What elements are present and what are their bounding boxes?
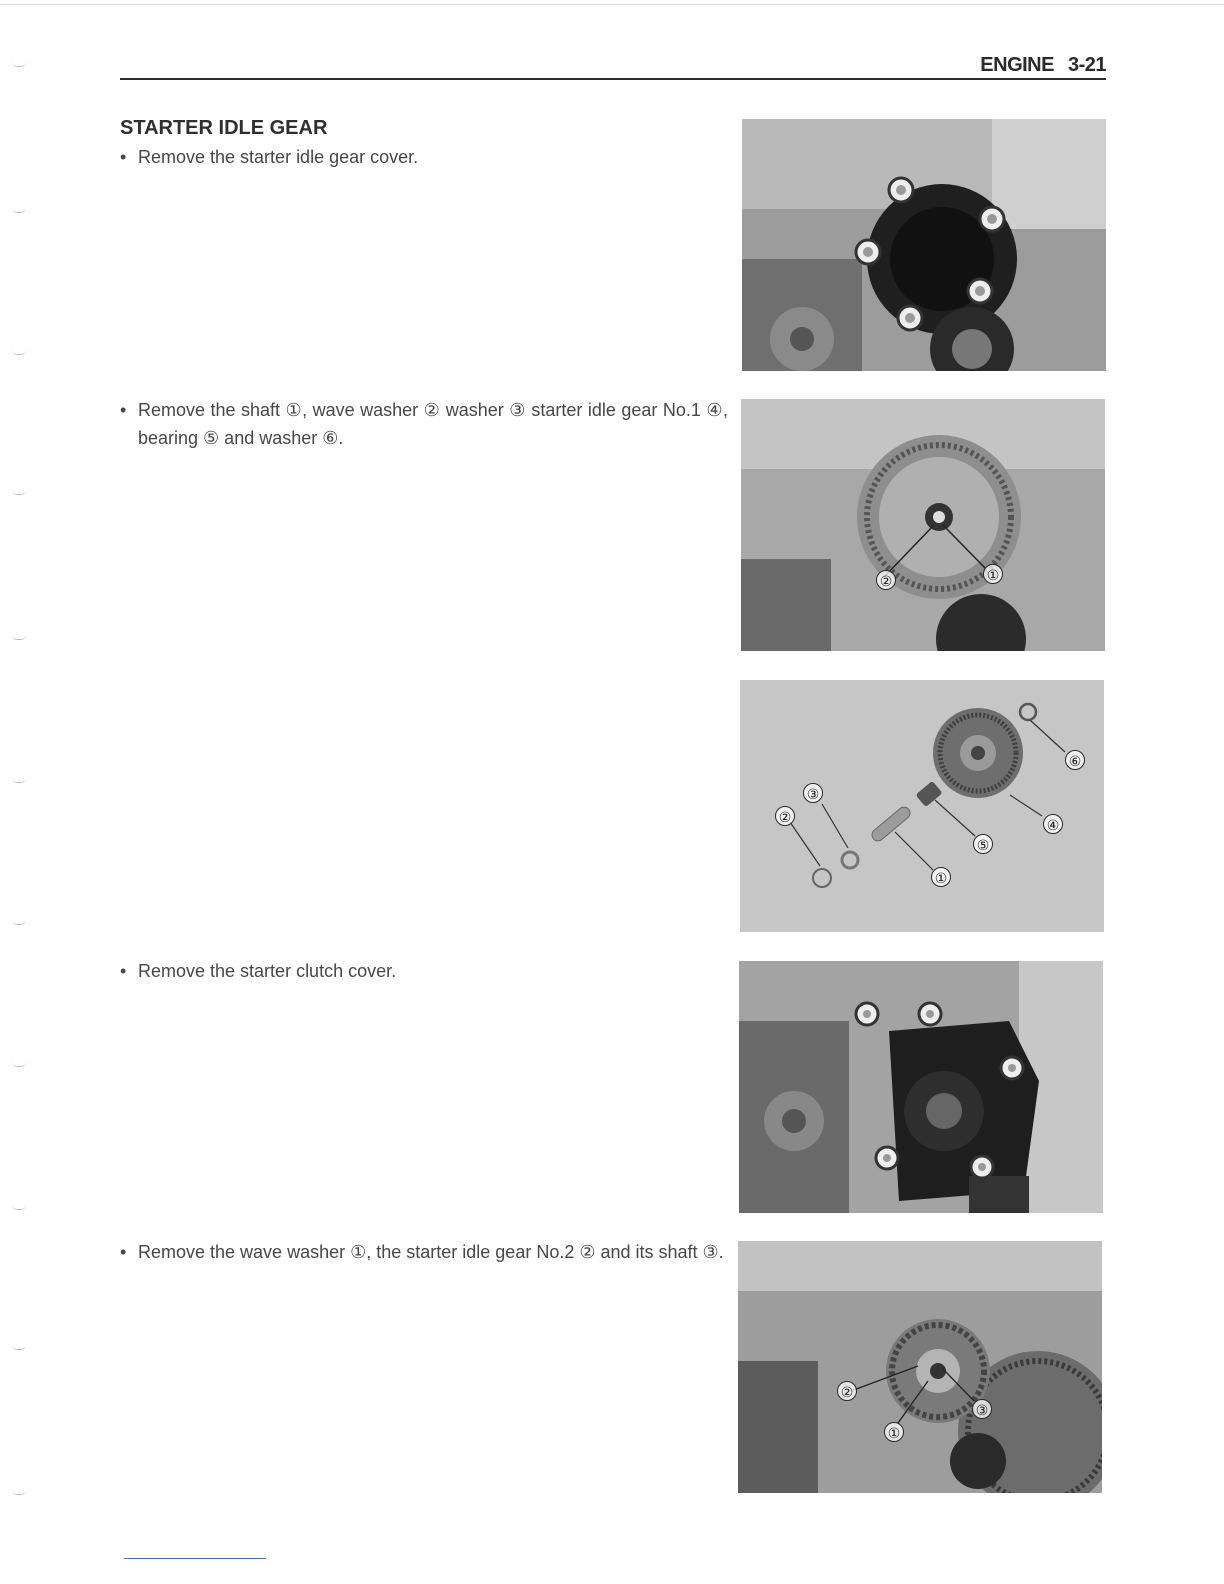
callout-6: ⑥ (1065, 750, 1085, 770)
scan-margin-mark (12, 490, 26, 495)
footer-link-rule (124, 1558, 266, 1559)
callout-1: ① (884, 1422, 904, 1442)
scan-margin-mark (12, 350, 26, 355)
callout-2: ② (775, 806, 795, 826)
step-bullet: • (120, 400, 127, 420)
scan-margin-mark (12, 1205, 26, 1210)
callout-5: ⑤ (973, 834, 993, 854)
step-2 (120, 396, 728, 452)
callout-4: ④ (1043, 814, 1063, 834)
engine-photo-illustration (738, 1241, 1102, 1493)
scan-margin-mark (12, 635, 26, 640)
scan-margin-mark (12, 1345, 26, 1350)
callout-3: ③ (972, 1399, 992, 1419)
photo-idle-gear-cover (742, 119, 1106, 371)
step-bullet: • (120, 1242, 127, 1262)
photo-idle-gear-no2 (738, 1241, 1102, 1493)
scan-top-edge (0, 4, 1224, 5)
photo-exploded-parts (740, 680, 1104, 932)
scan-margin-mark (12, 1490, 26, 1495)
photo-starter-clutch-cover (739, 961, 1103, 1213)
header-page-number: 3-21 (1067, 54, 1106, 76)
header-section: ENGINE (980, 54, 1054, 76)
engine-photo-illustration (740, 680, 1104, 932)
photo-idle-gear-no1 (741, 399, 1105, 651)
scan-margin-mark (12, 920, 26, 925)
step-3 (120, 957, 728, 985)
scan-margin-mark (12, 1062, 26, 1067)
callout-2: ② (837, 1381, 857, 1401)
page-header (980, 54, 1106, 77)
step-text: Remove the shaft ①, wave washer ② washer ③ starter idle gear No.1 ④, bearing ⑤ and washer ⑥. (138, 400, 728, 448)
scan-margin-mark (12, 208, 26, 213)
header-rule (120, 78, 1106, 80)
callout-2: ② (876, 570, 896, 590)
step-1 (120, 143, 728, 171)
scan-margin-mark (12, 778, 26, 783)
step-text: Remove the starter clutch cover. (138, 961, 397, 981)
step-text: Remove the starter idle gear cover. (138, 147, 419, 167)
callout-1: ① (931, 867, 951, 887)
engine-photo-illustration (742, 119, 1106, 371)
scan-margin-mark (12, 62, 26, 67)
step-4 (120, 1238, 728, 1266)
section-title: STARTER IDLE GEAR (120, 117, 328, 139)
engine-photo-illustration (741, 399, 1105, 651)
callout-1: ① (983, 564, 1003, 584)
engine-photo-illustration (739, 961, 1103, 1213)
step-bullet: • (120, 147, 127, 167)
step-text: Remove the wave washer ①, the starter idle gear No.2 ② and its shaft ③. (138, 1242, 724, 1262)
callout-3: ③ (803, 783, 823, 803)
step-bullet: • (120, 961, 127, 981)
